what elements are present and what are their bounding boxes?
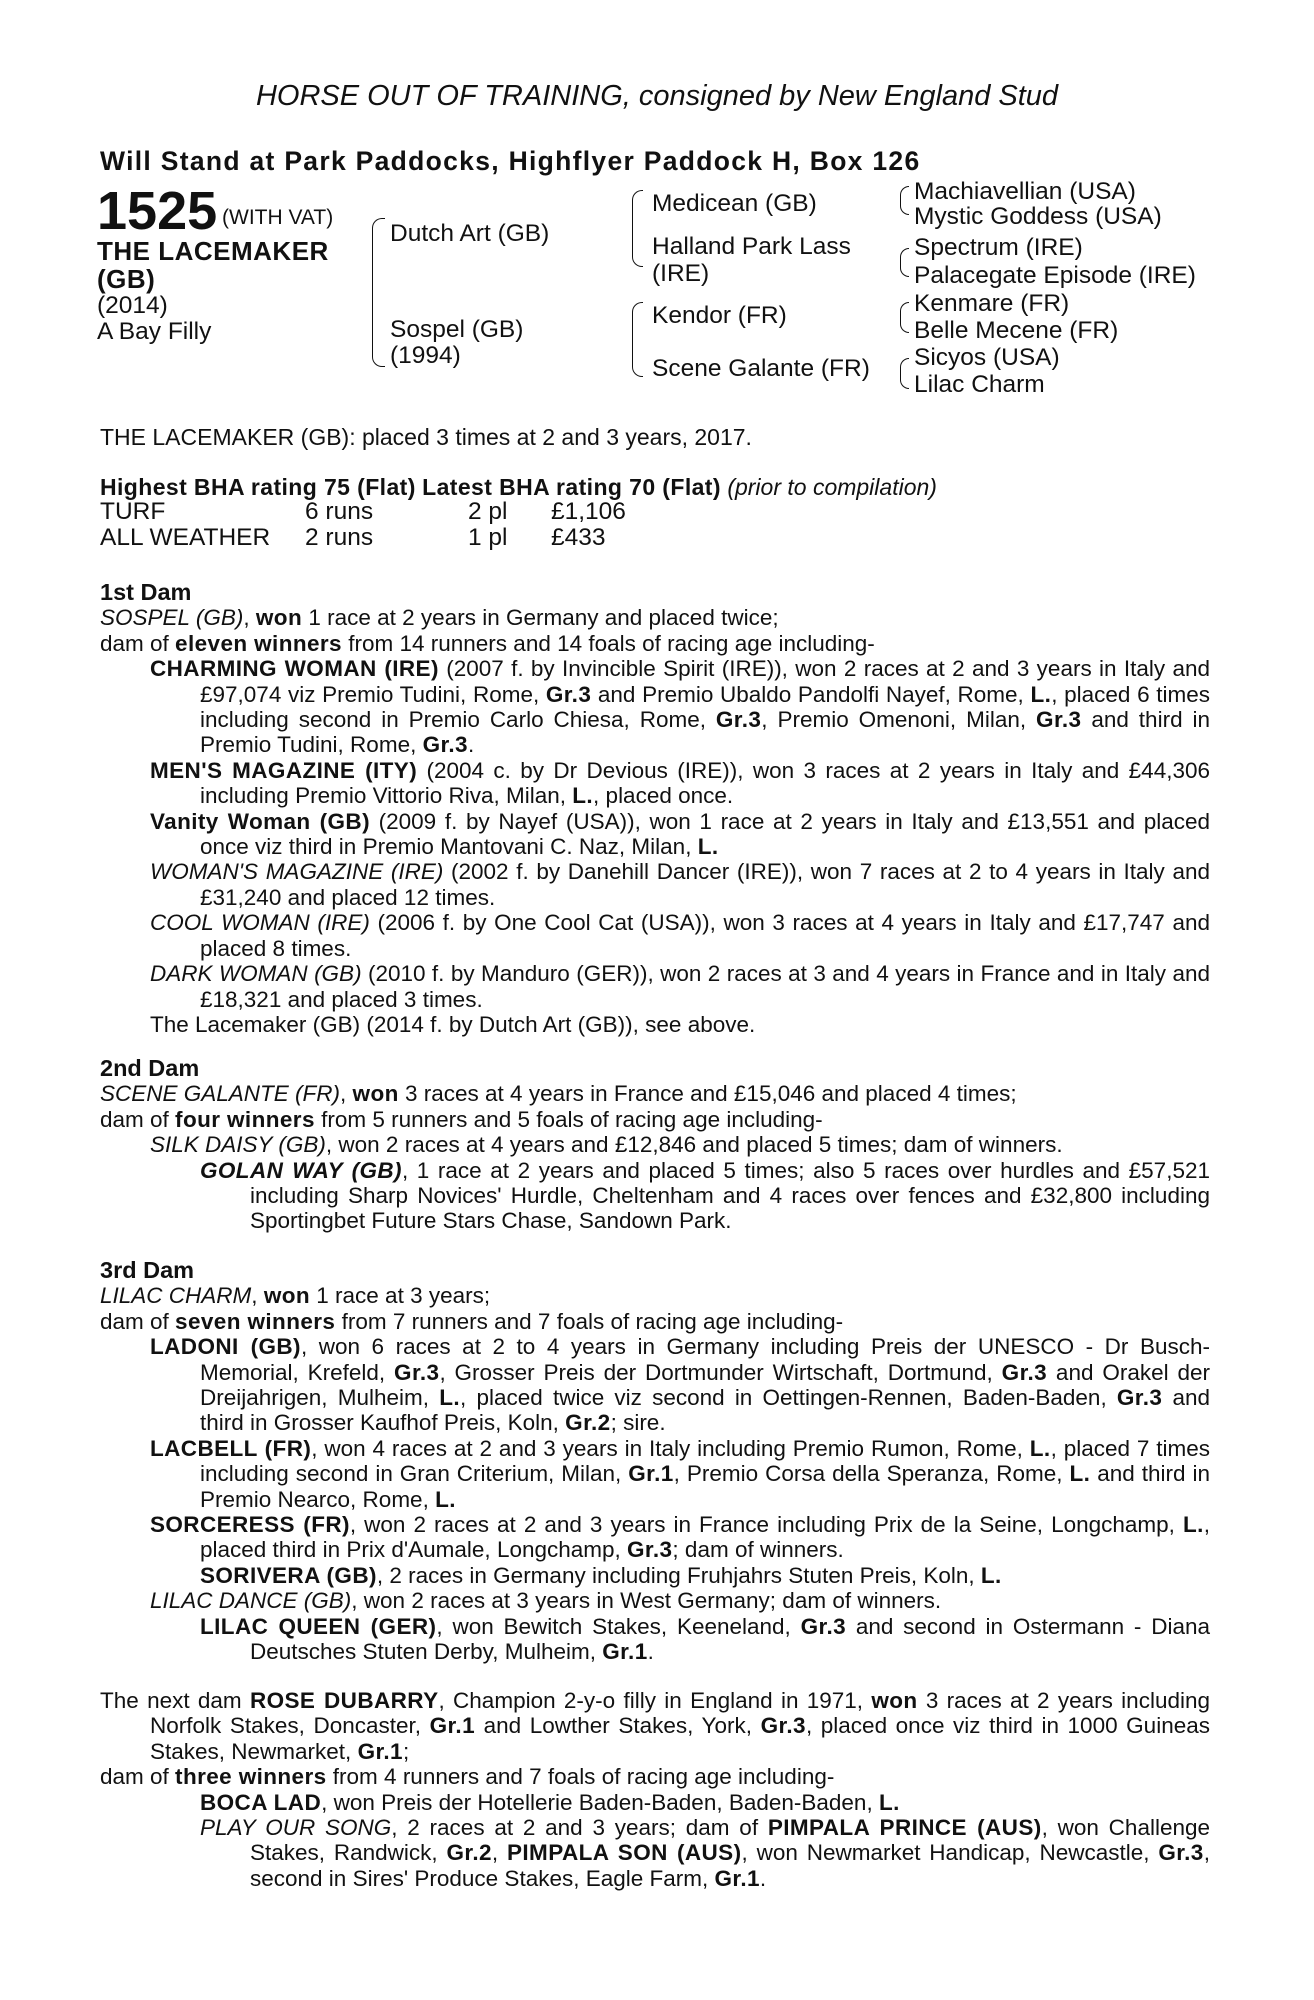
- text: , won 4 races at 2 and 3 years in Italy including Premio Rumon, Rome,: [311, 1435, 1030, 1461]
- dam-of-line: [100, 1764, 1210, 1789]
- text: , 2 races in Germany including Fruhjahrs Stuten Preis, Koln,: [376, 1562, 981, 1588]
- dam-record: 3 races at 4 years in France and £15,046 and placed 4 times;: [398, 1081, 1017, 1107]
- highest-rating: Highest BHA rating 75 (Flat): [100, 474, 416, 500]
- lot-number: 1525: [97, 181, 218, 241]
- progeny-entry: [100, 859, 1210, 910]
- progeny-name: DARK WOMAN (GB): [150, 961, 362, 987]
- progeny-name: MEN'S MAGAZINE (ITY): [150, 757, 418, 783]
- grade-label: Gr.1: [628, 1461, 674, 1487]
- text: , won Challenge Stakes, Randwick,: [250, 1815, 1211, 1866]
- listed-label: L.: [572, 783, 594, 809]
- record-placed: 2 pl: [468, 498, 508, 525]
- horse-country: (GB): [97, 264, 156, 294]
- pedigree-g6: Belle Mecene (FR): [914, 317, 1119, 344]
- progeny-entry: [100, 1158, 1210, 1234]
- text: from 7 runners and 7 foals of racing age including-: [335, 1308, 844, 1334]
- brace-dam-dam: [632, 338, 643, 377]
- record-surface: ALL WEATHER: [100, 524, 271, 551]
- text: and Orakel der Dreijahrigen, Mulheim,: [200, 1359, 1210, 1411]
- text: , Grosser Preis der Dortmunder Wirtschaft, Dortmund,: [439, 1359, 1002, 1385]
- text: ; sire.: [610, 1410, 666, 1436]
- text: , won Bewitch Stakes, Keeneland,: [436, 1613, 801, 1639]
- text: , placed once.: [593, 783, 734, 809]
- grade-label: Gr.3: [394, 1359, 440, 1385]
- winners-count: seven winners: [175, 1308, 336, 1334]
- listed-label: L.: [1182, 1512, 1204, 1538]
- progeny-entry: [100, 1614, 1210, 1665]
- dam-intro: [100, 605, 1210, 630]
- horse-name: THE LACEMAKER: [97, 236, 329, 266]
- text: and Premio Ubaldo Pandolfi Nayef, Rome,: [591, 681, 1031, 707]
- grade-label: Gr.1: [429, 1713, 475, 1739]
- won-label: won: [263, 1283, 311, 1309]
- won-label: won: [871, 1688, 918, 1713]
- text: , won Preis der Hotellerie Baden-Baden, Baden-Baden,: [321, 1789, 879, 1815]
- progeny-name: PIMPALA PRINCE (AUS): [767, 1815, 1042, 1841]
- section-heading: 1st Dam: [100, 579, 192, 605]
- punct: ;: [402, 1738, 410, 1764]
- won-label: won: [352, 1081, 399, 1107]
- dam-record: 1 race at 3 years;: [310, 1283, 491, 1309]
- progeny-name: PIMPALA SON (AUS): [507, 1840, 742, 1866]
- grade-label: Gr.2: [446, 1840, 492, 1866]
- dam-record: 1 race at 2 years in Germany and placed twice;: [302, 605, 779, 631]
- text: , placed 7 times including second in Gran Criterium, Milan,: [200, 1435, 1211, 1487]
- text: , 2 races at 2 and 3 years; dam of: [391, 1815, 768, 1841]
- listed-label: L.: [439, 1385, 461, 1411]
- progeny-entry: [100, 1815, 1210, 1891]
- text: , placed twice viz second in Oettingen-Rennen, Baden-Baden,: [460, 1385, 1117, 1411]
- progeny-entry: [100, 758, 1210, 809]
- progeny-entry: [100, 1563, 1210, 1588]
- brace-dam: [372, 294, 385, 367]
- pedigree-sire-dam: Halland Park Lass: [652, 233, 851, 260]
- brace-g5: [900, 302, 909, 317]
- record-earnings: £433: [551, 524, 606, 551]
- grade-label: Gr.3: [1001, 1359, 1048, 1385]
- progeny-entry: [100, 1436, 1210, 1512]
- text: , won 2 races at 4 years and £12,846 and placed 5 times; dam of winners.: [325, 1132, 1063, 1158]
- record-surface: TURF: [100, 498, 166, 525]
- text: and Lowther Stakes, York,: [475, 1713, 761, 1739]
- next-dam-intro: [100, 1688, 1210, 1764]
- winners-count: eleven winners: [175, 630, 342, 656]
- text: and third in Premio Tudini, Rome,: [200, 707, 1211, 758]
- dam-of-line: [100, 1107, 1210, 1132]
- pedigree-g1: Machiavellian (USA): [914, 178, 1136, 205]
- pedigree-sire: Dutch Art (GB): [390, 220, 550, 247]
- second-dam-section: [100, 1056, 1210, 1234]
- grade-label: Gr.2: [565, 1410, 611, 1436]
- progeny-name: GOLAN WAY (GB): [200, 1157, 402, 1183]
- text: and third in Premio Nearco, Rome,: [200, 1461, 1211, 1512]
- text: and third in Grosser Kaufhof Preis, Koln,: [200, 1385, 1211, 1436]
- text: ; dam of winners.: [672, 1537, 844, 1563]
- brace-g4: [900, 262, 909, 277]
- dam-name: SCENE GALANTE (FR): [100, 1081, 341, 1107]
- pedigree-g5: Kenmare (FR): [914, 290, 1070, 317]
- grade-label: Gr.3: [800, 1613, 847, 1639]
- progeny-name: LILAC QUEEN (GER): [200, 1613, 437, 1639]
- record-runs: 6 runs: [305, 498, 374, 525]
- punct: ,: [243, 605, 256, 631]
- listed-label: L.: [878, 1789, 900, 1815]
- punct: .: [467, 732, 475, 758]
- grade-label: Gr.3: [1116, 1385, 1163, 1411]
- progeny-entry: [100, 809, 1210, 860]
- punct: .: [647, 1639, 654, 1665]
- text: and second in Ostermann - Diana Deutsches Stuten Derby, Mulheim,: [250, 1613, 1211, 1665]
- progeny-entry: [100, 1588, 1210, 1613]
- punct: .: [759, 1865, 767, 1891]
- pedigree-g2: Mystic Goddess (USA): [914, 203, 1162, 230]
- brace-dam-sire: [632, 302, 643, 339]
- text: , won 2 races at 2 and 3 years in France including Prix de la Seine, Longchamp,: [349, 1512, 1183, 1538]
- dam-name: ROSE DUBARRY: [249, 1688, 439, 1713]
- brace-sire-dam: [632, 228, 643, 267]
- pedigree-dam: Sospel (GB): [390, 316, 524, 343]
- grade-label: Gr.1: [602, 1639, 648, 1665]
- progeny-name: Vanity Woman (GB): [150, 808, 370, 834]
- progeny-entry: [100, 910, 1210, 961]
- punct: ,: [340, 1081, 353, 1107]
- brace-g2: [900, 200, 909, 215]
- text: , second in Sires' Produce Stakes, Eagle Farm,: [250, 1840, 1210, 1891]
- progeny-name: CHARMING WOMAN (IRE): [150, 656, 439, 682]
- text: 3 races at 2 years including Norfolk Stakes, Doncaster,: [150, 1688, 1210, 1739]
- foaling-year: (2014): [97, 292, 168, 319]
- text: from 14 runners and 14 foals of racing age including-: [341, 630, 875, 656]
- listed-label: L.: [435, 1486, 456, 1512]
- third-dam-section: [100, 1258, 1210, 1665]
- ratings-line: [100, 474, 937, 501]
- text: (2010 f. by Manduro (GER)), won 2 races at 3 and 4 years in France and in Italy and £18,321 and placed 3 times.: [200, 961, 1210, 1012]
- progeny-name: SILK DAISY (GB): [150, 1132, 326, 1158]
- grade-label: Gr.1: [714, 1865, 760, 1891]
- text: dam of: [100, 1764, 176, 1790]
- pedigree-dam-dam: Scene Galante (FR): [652, 355, 870, 382]
- horse-description: A Bay Filly: [97, 318, 212, 345]
- record-placed: 1 pl: [468, 524, 508, 551]
- race-summary: THE LACEMAKER (GB): placed 3 times at 2 and 3 years, 2017.: [100, 424, 752, 450]
- text: , won 2 races at 3 years in West Germany; dam of winners.: [351, 1588, 942, 1614]
- grade-label: Gr.3: [422, 732, 468, 758]
- progeny-entry: [100, 1790, 1210, 1815]
- text: (2007 f. by Invincible Spirit (IRE)), won 2 races at 2 and 3 years in Italy and £97,074 viz Premio Tudini, Rome,: [200, 656, 1210, 707]
- listed-label: L.: [980, 1562, 1002, 1588]
- record-earnings: £1,106: [551, 498, 626, 525]
- progeny-name: WOMAN'S MAGAZINE (IRE): [150, 859, 444, 885]
- vat-note: (WITH VAT): [222, 206, 334, 229]
- punct: ,: [491, 1840, 507, 1866]
- brace-g3: [900, 248, 909, 263]
- text: , placed 6 times including second in Premio Carlo Chiesa, Rome,: [200, 681, 1210, 733]
- progeny-name: LADONI (GB): [150, 1334, 301, 1360]
- text: , won Newmarket Handicap, Newcastle,: [741, 1840, 1159, 1866]
- grade-label: Gr.1: [357, 1738, 403, 1764]
- dam-intro: [100, 1283, 1210, 1308]
- dam-name: SOSPEL (GB): [100, 605, 244, 631]
- won-label: won: [255, 605, 303, 631]
- brace-sire-sire: [632, 190, 643, 229]
- text: , won 6 races at 2 to 4 years in Germany including Preis der UNESCO - Dr Busch-Memorial, Krefeld,: [200, 1334, 1210, 1385]
- stand-location: Will Stand at Park Paddocks, Highflyer Paddock H, Box 126: [100, 146, 921, 176]
- punct: ,: [251, 1283, 264, 1309]
- listed-label: L.: [697, 834, 719, 860]
- pedigree-dam-sire: Kendor (FR): [652, 302, 787, 329]
- pedigree-sire-sire: Medicean (GB): [652, 190, 817, 217]
- pedigree-g3: Spectrum (IRE): [914, 234, 1083, 261]
- pedigree-g8: Lilac Charm: [914, 371, 1045, 398]
- text: , 1 race at 2 years and placed 5 times; also 5 races over hurdles and £57,521 including Sharp Novices' Hurdle, Cheltenham and 4 races over fences and £32,800 including Sportingbet Future Stars Chase, Sandown Park.: [250, 1157, 1210, 1234]
- progeny-entry: [100, 1512, 1210, 1563]
- brace-g7: [900, 358, 909, 373]
- text: dam of: [100, 1106, 176, 1132]
- progeny-name: LACBELL (FR): [150, 1435, 312, 1461]
- text: (2009 f. by Nayef (USA)), won 1 race at 2 years in Italy and £13,551 and placed once viz third in Premio Mantovani C. Naz, Milan,: [200, 808, 1211, 860]
- section-heading: 3rd Dam: [100, 1257, 195, 1283]
- text: dam of: [100, 630, 176, 656]
- text: The next dam: [100, 1688, 250, 1713]
- section-heading: 2nd Dam: [100, 1055, 200, 1081]
- record-runs: 2 runs: [305, 524, 374, 551]
- dam-of-line: [100, 1309, 1210, 1334]
- dam-name: LILAC CHARM: [100, 1283, 252, 1309]
- grade-label: Gr.3: [715, 707, 762, 733]
- winners-count: four winners: [175, 1106, 315, 1132]
- text: , Champion 2-y-o filly in England in 1971,: [438, 1688, 872, 1713]
- grade-label: Gr.3: [760, 1713, 806, 1739]
- dam-intro: [100, 1081, 1210, 1106]
- text: , placed once viz third in 1000 Guineas Stakes, Newmarket,: [150, 1713, 1210, 1764]
- brace-g6: [900, 316, 909, 333]
- progeny-name: SORCERESS (FR): [150, 1512, 350, 1538]
- catalogue-header: HORSE OUT OF TRAINING, consigned by New England Stud: [255, 80, 1059, 112]
- text: , placed third in Prix d'Aumale, Longchamp,: [200, 1512, 1210, 1563]
- listed-label: L.: [1069, 1461, 1091, 1487]
- dam-of-line: [100, 631, 1210, 656]
- brace-g8: [900, 372, 909, 389]
- text: , Premio Corsa della Speranza, Rome,: [673, 1461, 1070, 1487]
- pedigree-sire-dam-country: (IRE): [652, 260, 710, 287]
- pedigree-g4: Palacegate Episode (IRE): [914, 262, 1196, 289]
- ratings-note: (prior to compilation): [727, 474, 937, 500]
- progeny-entry: [100, 1132, 1210, 1157]
- latest-rating: Latest BHA rating 70 (Flat): [422, 474, 721, 500]
- text: , Premio Omenoni, Milan,: [761, 707, 1037, 733]
- text: (2004 c. by Dr Devious (IRE)), won 3 races at 2 years in Italy and £44,306 including Premio Vittorio Riva, Milan,: [200, 757, 1211, 809]
- brace-sire: [372, 218, 385, 295]
- text: dam of: [100, 1308, 176, 1334]
- progeny-name: COOL WOMAN (IRE): [150, 910, 370, 936]
- first-dam-section: [100, 580, 1210, 1037]
- listed-label: L.: [1030, 681, 1052, 707]
- grade-label: Gr.3: [627, 1537, 673, 1563]
- progeny-name: PLAY OUR SONG: [200, 1815, 392, 1841]
- progeny-entry: [100, 1334, 1210, 1436]
- progeny-entry: [100, 961, 1210, 1012]
- grade-label: Gr.3: [1158, 1840, 1204, 1866]
- brace-g1: [900, 186, 909, 201]
- progeny-name: LILAC DANCE (GB): [150, 1588, 352, 1614]
- progeny-entry: The Lacemaker (GB) (2014 f. by Dutch Art (GB)), see above.: [150, 1011, 756, 1037]
- progeny-name: SORIVERA (GB): [200, 1562, 377, 1588]
- next-dam-section: [100, 1688, 1210, 1891]
- pedigree-dam-year: (1994): [390, 342, 461, 369]
- pedigree-g7: Sicyos (USA): [914, 344, 1060, 371]
- winners-count: three winners: [175, 1764, 327, 1790]
- text: from 5 runners and 5 foals of racing age including-: [314, 1106, 823, 1132]
- listed-label: L.: [1029, 1435, 1051, 1461]
- text: (2002 f. by Danehill Dancer (IRE)), won 7 races at 2 to 4 years in Italy and £31,240 and placed 12 times.: [200, 859, 1210, 910]
- text: (2006 f. by One Cool Cat (USA)), won 3 races at 4 years in Italy and £17,747 and placed 8 times.: [200, 910, 1210, 961]
- grade-label: Gr.3: [545, 681, 592, 707]
- progeny-name: BOCA LAD: [200, 1789, 322, 1815]
- grade-label: Gr.3: [1036, 707, 1082, 733]
- progeny-entry: [100, 656, 1210, 758]
- text: from 4 runners and 7 foals of racing age including-: [326, 1764, 835, 1790]
